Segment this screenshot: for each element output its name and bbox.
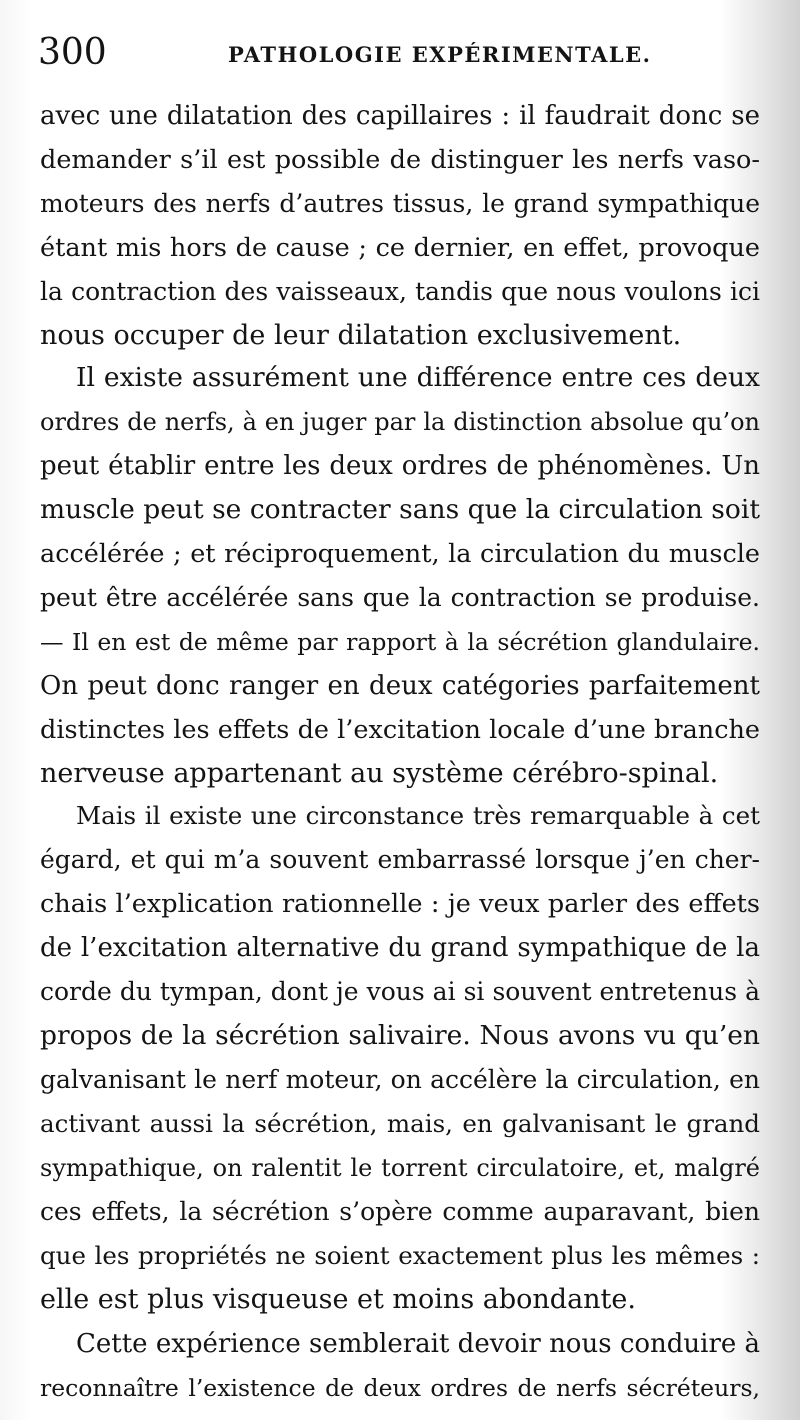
text-line: étant mis hors de cause ; ce dernier, en effet, provoque <box>40 233 760 263</box>
text-line: galvanisant le nerf moteur, on accélère la circulation, en <box>40 1065 760 1094</box>
text-line: muscle peut se contracter sans que la circulation soit <box>40 494 760 525</box>
text-line: peut être accélérée sans que la contraction se produise. <box>40 583 760 612</box>
text-line: On peut donc ranger en deux catégories parfaitement <box>40 671 760 701</box>
text-line: que les propriétés ne soient exactement plus les mêmes : <box>40 1241 760 1270</box>
text-line: Il existe assurément une différence entre ces deux <box>76 362 760 393</box>
text-line: accélérée ; et réciproquement, la circulation du muscle <box>40 539 760 569</box>
text-line: — Il en est de même par rapport à la sécrétion glandulaire. <box>40 628 760 656</box>
running-title: PATHOLOGIE EXPÉRIMENTALE. <box>228 42 652 67</box>
text-line: égard, et qui m’a souvent embarrassé lorsque j’en cher- <box>40 845 760 874</box>
text-line: propos de la sécrétion salivaire. Nous avons vu qu’en <box>40 1020 760 1051</box>
text-line: de l’excitation alternative du grand sympathique de la <box>40 933 760 963</box>
page-number: 300 <box>38 32 107 73</box>
text-line: chais l’explication rationnelle : je veux parler des effets <box>40 889 760 919</box>
text-line: peut établir entre les deux ordres de phénomènes. Un <box>40 451 760 481</box>
text-line: demander s’il est possible de distinguer les nerfs vaso- <box>40 145 760 175</box>
text-line: nous occuper de leur dilatation exclusivement. <box>40 320 682 351</box>
running-head <box>38 30 758 80</box>
text-line: elle est plus visqueuse et moins abondante. <box>40 1284 636 1315</box>
text-line: ordres de nerfs, à en juger par la distinction absolue qu’on <box>40 408 760 436</box>
text-line: reconnaître l’existence de deux ordres de nerfs sécréteurs, <box>40 1374 760 1402</box>
text-line: distinctes les effets de l’excitation locale d’une branche <box>40 715 760 745</box>
text-line: Cette expérience semblerait devoir nous conduire à <box>76 1329 761 1359</box>
text-line: corde du tympan, dont je vous ai si souvent entretenus à <box>40 977 760 1006</box>
text-line: sympathique, on ralentit le torrent circulatoire, et, malgré <box>40 1154 760 1182</box>
text-line: ces effets, la sécrétion s’opère comme auparavant, bien <box>40 1197 760 1226</box>
text-line: nerveuse appartenant au système cérébro-spinal. <box>40 758 719 789</box>
text-line: activant aussi la sécrétion, mais, en galvanisant le grand <box>40 1109 760 1138</box>
text-line: la contraction des vaisseaux, tandis que nous voulons ici <box>40 277 760 306</box>
text-line: avec une dilatation des capillaires : il faudrait donc se <box>40 101 760 131</box>
text-line: Mais il existe une circonstance très remarquable à cet <box>76 801 760 830</box>
text-line: moteurs des nerfs d’autres tissus, le grand sympathique <box>40 189 760 218</box>
